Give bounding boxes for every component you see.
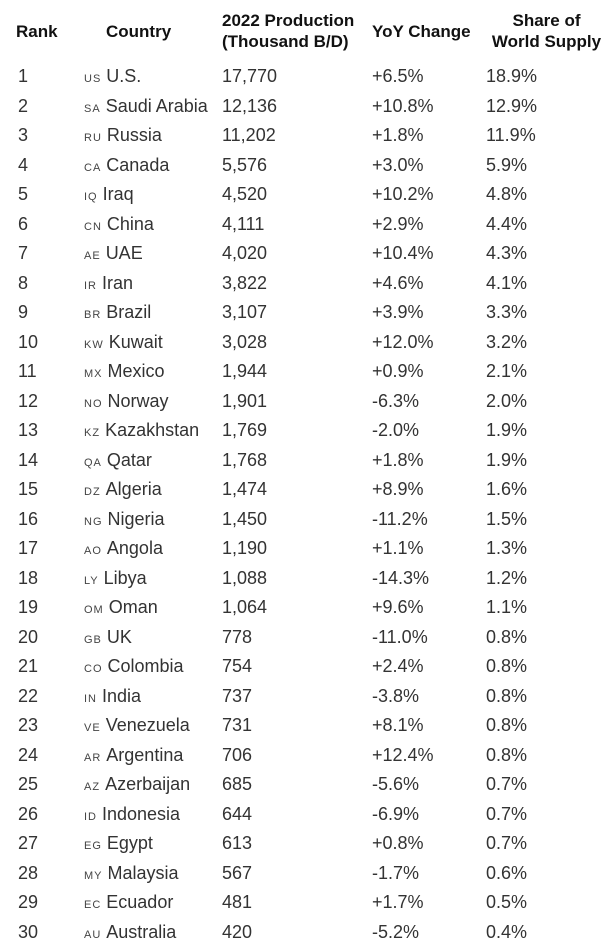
table-header [0,0,616,62]
rank-cell: 7 [18,243,29,264]
world-share-cell: 18.9% [486,66,538,87]
yoy-change-cell: +10.4% [372,243,434,264]
yoy-change-cell: +1.8% [372,449,424,470]
yoy-change-cell: -3.8% [372,685,420,706]
world-share-cell: 0.8% [486,715,528,736]
country-flag-icon: AR [84,751,102,764]
country-name: Norway [107,390,169,411]
rank-cell: 10 [18,331,39,352]
world-share-cell: 4.8% [486,184,528,205]
production-cell: 1,474 [222,479,268,500]
table-row [0,269,616,299]
world-share-cell: 0.6% [486,862,528,883]
yoy-change-cell: -1.7% [372,862,420,883]
country-cell [84,800,220,830]
rank-cell: 1 [18,66,29,87]
rank-cell: 22 [18,685,39,706]
country-flag-icon: EC [84,899,102,912]
country-name: UK [106,626,132,647]
rank-cell: 3 [18,125,29,146]
country-flag-icon: ID [84,810,97,823]
world-share-cell: 2.0% [486,390,528,411]
production-cell: 685 [222,774,253,795]
yoy-change-cell: +10.2% [372,184,434,205]
production-cell: 644 [222,803,253,824]
table-row [0,92,616,122]
country-name: Iran [102,272,134,293]
country-flag-icon: EG [84,840,102,853]
production-cell: 1,064 [222,597,268,618]
rank-cell: 20 [18,626,39,647]
country-name: Brazil [106,302,152,323]
country-cell [84,682,220,712]
country-cell [84,593,220,623]
country-flag-icon: IN [84,692,97,705]
yoy-change-cell: +2.4% [372,656,424,677]
country-name: Qatar [106,449,152,470]
table-row [0,623,616,653]
country-cell [84,446,220,476]
country-name: Mexico [107,361,165,382]
country-cell [84,62,220,92]
country-flag-icon: AZ [84,781,101,794]
country-name: India [102,685,142,706]
country-cell [84,623,220,653]
country-name: Iraq [102,184,134,205]
country-name: Colombia [107,656,184,677]
world-share-cell: 4.1% [486,272,528,293]
country-name: Kuwait [108,331,163,352]
country-flag-icon: LY [84,574,99,587]
country-name: Egypt [106,833,153,854]
yoy-change-cell: +3.9% [372,302,424,323]
yoy-change-cell: +1.8% [372,125,424,146]
production-cell: 1,088 [222,567,268,588]
country-name: Argentina [106,744,184,765]
world-share-cell: 4.4% [486,213,528,234]
world-share-cell: 0.8% [486,685,528,706]
table-row [0,180,616,210]
header-rank-label: Rank [16,21,58,41]
header-yoy [370,0,483,62]
country-flag-icon: CN [84,220,102,233]
yoy-change-cell: +12.0% [372,331,434,352]
country-flag-icon: MY [84,869,103,882]
rank-cell: 18 [18,567,39,588]
production-cell: 11,202 [222,125,276,146]
country-cell [84,298,220,328]
yoy-change-cell: -11.2% [372,508,428,529]
country-cell [84,888,220,918]
table-row [0,770,616,800]
country-cell [84,475,220,505]
table-row [0,328,616,358]
rank-cell: 21 [18,656,39,677]
world-share-cell: 1.5% [486,508,528,529]
production-cell: 1,769 [222,420,268,441]
world-share-cell: 3.3% [486,302,528,323]
table-row [0,446,616,476]
rank-cell: 12 [18,390,39,411]
country-flag-icon: OM [84,604,104,617]
country-cell [84,711,220,741]
yoy-change-cell: +6.5% [372,66,424,87]
world-share-cell: 11.9% [486,125,536,146]
table-row [0,593,616,623]
rank-cell: 2 [18,95,29,116]
table-row [0,239,616,269]
country-flag-icon: GB [84,633,102,646]
world-share-cell: 0.7% [486,803,528,824]
yoy-change-cell: -5.2% [372,921,420,942]
country-cell [84,92,220,122]
world-share-cell: 5.9% [486,154,528,175]
country-cell [84,121,220,151]
rank-cell: 6 [18,213,29,234]
production-cell: 567 [222,862,253,883]
yoy-change-cell: +4.6% [372,272,424,293]
table-row [0,888,616,918]
rank-cell: 16 [18,508,39,529]
table-row [0,859,616,889]
country-flag-icon: DZ [84,486,101,499]
country-cell [84,328,220,358]
world-share-cell: 0.8% [486,744,528,765]
country-cell [84,269,220,299]
country-name: Australia [106,921,177,942]
yoy-change-cell: -2.0% [372,420,420,441]
header-production-line2: (Thousand B/D) [222,32,349,51]
table-row [0,505,616,535]
table-row [0,534,616,564]
rank-cell: 9 [18,302,29,323]
yoy-change-cell: -5.6% [372,774,420,795]
table-row [0,800,616,830]
yoy-change-cell: -14.3% [372,567,430,588]
country-cell [84,652,220,682]
header-row [0,0,616,62]
world-share-cell: 2.1% [486,361,528,382]
country-cell [84,534,220,564]
country-cell [84,180,220,210]
yoy-change-cell: +9.6% [372,597,424,618]
table-row [0,151,616,181]
production-cell: 1,901 [222,390,268,411]
country-cell [84,210,220,240]
rank-cell: 19 [18,597,39,618]
rank-cell: 28 [18,862,39,883]
country-name: Nigeria [107,508,165,529]
country-name: Oman [108,597,158,618]
table-row [0,741,616,771]
table-row [0,829,616,859]
country-flag-icon: CO [84,663,103,676]
rank-cell: 17 [18,538,39,559]
country-cell [84,741,220,771]
country-cell [84,239,220,269]
production-cell: 4,520 [222,184,268,205]
country-flag-icon: NG [84,515,103,528]
country-flag-icon: KZ [84,427,101,440]
country-cell [84,918,220,947]
header-share [483,0,616,62]
yoy-change-cell: -6.9% [372,803,420,824]
world-share-cell: 1.9% [486,420,528,441]
yoy-change-cell: +2.9% [372,213,424,234]
table-row [0,475,616,505]
country-cell [84,505,220,535]
header-country-label: Country [106,21,172,41]
country-name: Ecuador [106,892,174,913]
country-flag-icon: AU [84,928,102,941]
country-name: China [106,213,154,234]
world-share-cell: 0.7% [486,774,528,795]
world-share-cell: 3.2% [486,331,528,352]
country-flag-icon: SA [84,102,101,115]
rank-cell: 25 [18,774,39,795]
country-cell [84,357,220,387]
country-name: Malaysia [107,862,179,883]
country-flag-icon: BR [84,309,102,322]
rank-cell: 5 [18,184,29,205]
world-share-cell: 0.4% [486,921,528,942]
yoy-change-cell: +3.0% [372,154,424,175]
country-cell [84,387,220,417]
country-flag-icon: NO [84,397,103,410]
production-cell: 613 [222,833,253,854]
table-row [0,298,616,328]
world-share-cell: 12.9% [486,95,538,116]
country-name: Algeria [105,479,162,500]
country-flag-icon: VE [84,722,101,735]
country-name: Azerbaijan [105,774,191,795]
rank-cell: 24 [18,744,39,765]
production-cell: 17,770 [222,66,278,87]
rank-cell: 30 [18,921,39,942]
country-flag-icon: QA [84,456,102,469]
table-row [0,121,616,151]
rank-cell: 8 [18,272,29,293]
production-cell: 5,576 [222,154,268,175]
world-share-cell: 1.2% [486,567,528,588]
production-cell: 4,020 [222,243,268,264]
header-share-line2: World Supply [491,32,602,51]
world-share-cell: 0.7% [486,833,528,854]
rank-cell: 13 [18,420,39,441]
table-body [0,62,616,947]
country-cell [84,770,220,800]
production-cell: 4,111 [222,213,265,234]
table-row [0,387,616,417]
header-share-line1: Share of [512,11,581,30]
rank-cell: 27 [18,833,39,854]
rank-cell: 26 [18,803,39,824]
country-flag-icon: US [84,73,102,86]
rank-cell: 4 [18,154,29,175]
country-name: Indonesia [102,803,181,824]
country-flag-icon: IQ [84,191,98,204]
table-row [0,62,616,92]
production-cell: 737 [222,685,253,706]
table-row [0,564,616,594]
production-cell: 1,944 [222,361,268,382]
country-name: Venezuela [105,715,190,736]
rank-cell: 29 [18,892,39,913]
table-row [0,210,616,240]
production-cell: 481 [222,892,253,913]
yoy-change-cell: +1.7% [372,892,424,913]
country-cell [84,859,220,889]
world-share-cell: 0.8% [486,626,528,647]
header-production [220,0,370,62]
country-cell [84,829,220,859]
yoy-change-cell: +1.1% [372,538,424,559]
country-cell [84,564,220,594]
production-cell: 1,190 [222,538,268,559]
country-flag-icon: AO [84,545,102,558]
header-production-line1: 2022 Production [222,11,355,30]
country-name: Libya [103,567,147,588]
production-cell: 12,136 [222,95,278,116]
yoy-change-cell: +8.1% [372,715,424,736]
country-flag-icon: AE [84,250,101,263]
yoy-change-cell: +0.8% [372,833,424,854]
table-row [0,918,616,947]
production-cell: 3,107 [222,302,268,323]
rank-cell: 15 [18,479,39,500]
world-share-cell: 1.9% [486,449,528,470]
world-share-cell: 1.1% [486,597,528,618]
production-cell: 731 [222,715,253,736]
table-row [0,652,616,682]
yoy-change-cell: +12.4% [372,744,434,765]
yoy-change-cell: +8.9% [372,479,424,500]
country-flag-icon: IR [84,279,97,292]
world-share-cell: 0.5% [486,892,528,913]
country-cell [84,151,220,181]
world-share-cell: 0.8% [486,656,528,677]
yoy-change-cell: -6.3% [372,390,420,411]
country-name: Angola [106,538,163,559]
production-cell: 420 [222,921,253,942]
table-row [0,416,616,446]
country-flag-icon: KW [84,338,104,351]
country-flag-icon: RU [84,132,102,145]
country-flag-icon: MX [84,368,103,381]
production-cell: 778 [222,626,253,647]
yoy-change-cell: -11.0% [372,626,428,647]
country-flag-icon: CA [84,161,102,174]
country-name: Kazakhstan [105,420,200,441]
country-name: Saudi Arabia [105,95,208,116]
production-cell: 706 [222,744,253,765]
table-row [0,682,616,712]
rank-cell: 11 [18,361,37,382]
country-name: U.S. [106,66,142,87]
yoy-change-cell: +10.8% [372,95,434,116]
table-row [0,711,616,741]
table-row [0,357,616,387]
header-yoy-label: YoY Change [372,21,471,41]
header-country [84,0,220,62]
header-rank [0,0,84,62]
production-cell: 3,028 [222,331,268,352]
country-name: UAE [105,243,143,264]
yoy-change-cell: +0.9% [372,361,424,382]
production-cell: 754 [222,656,253,677]
rank-cell: 23 [18,715,39,736]
world-share-cell: 1.6% [486,479,528,500]
production-cell: 1,450 [222,508,268,529]
world-share-cell: 4.3% [486,243,528,264]
country-cell [84,416,220,446]
world-share-cell: 1.3% [486,538,528,559]
production-cell: 3,822 [222,272,268,293]
country-name: Russia [106,125,162,146]
country-name: Canada [106,154,170,175]
rank-cell: 14 [18,449,39,470]
production-cell: 1,768 [222,449,268,470]
